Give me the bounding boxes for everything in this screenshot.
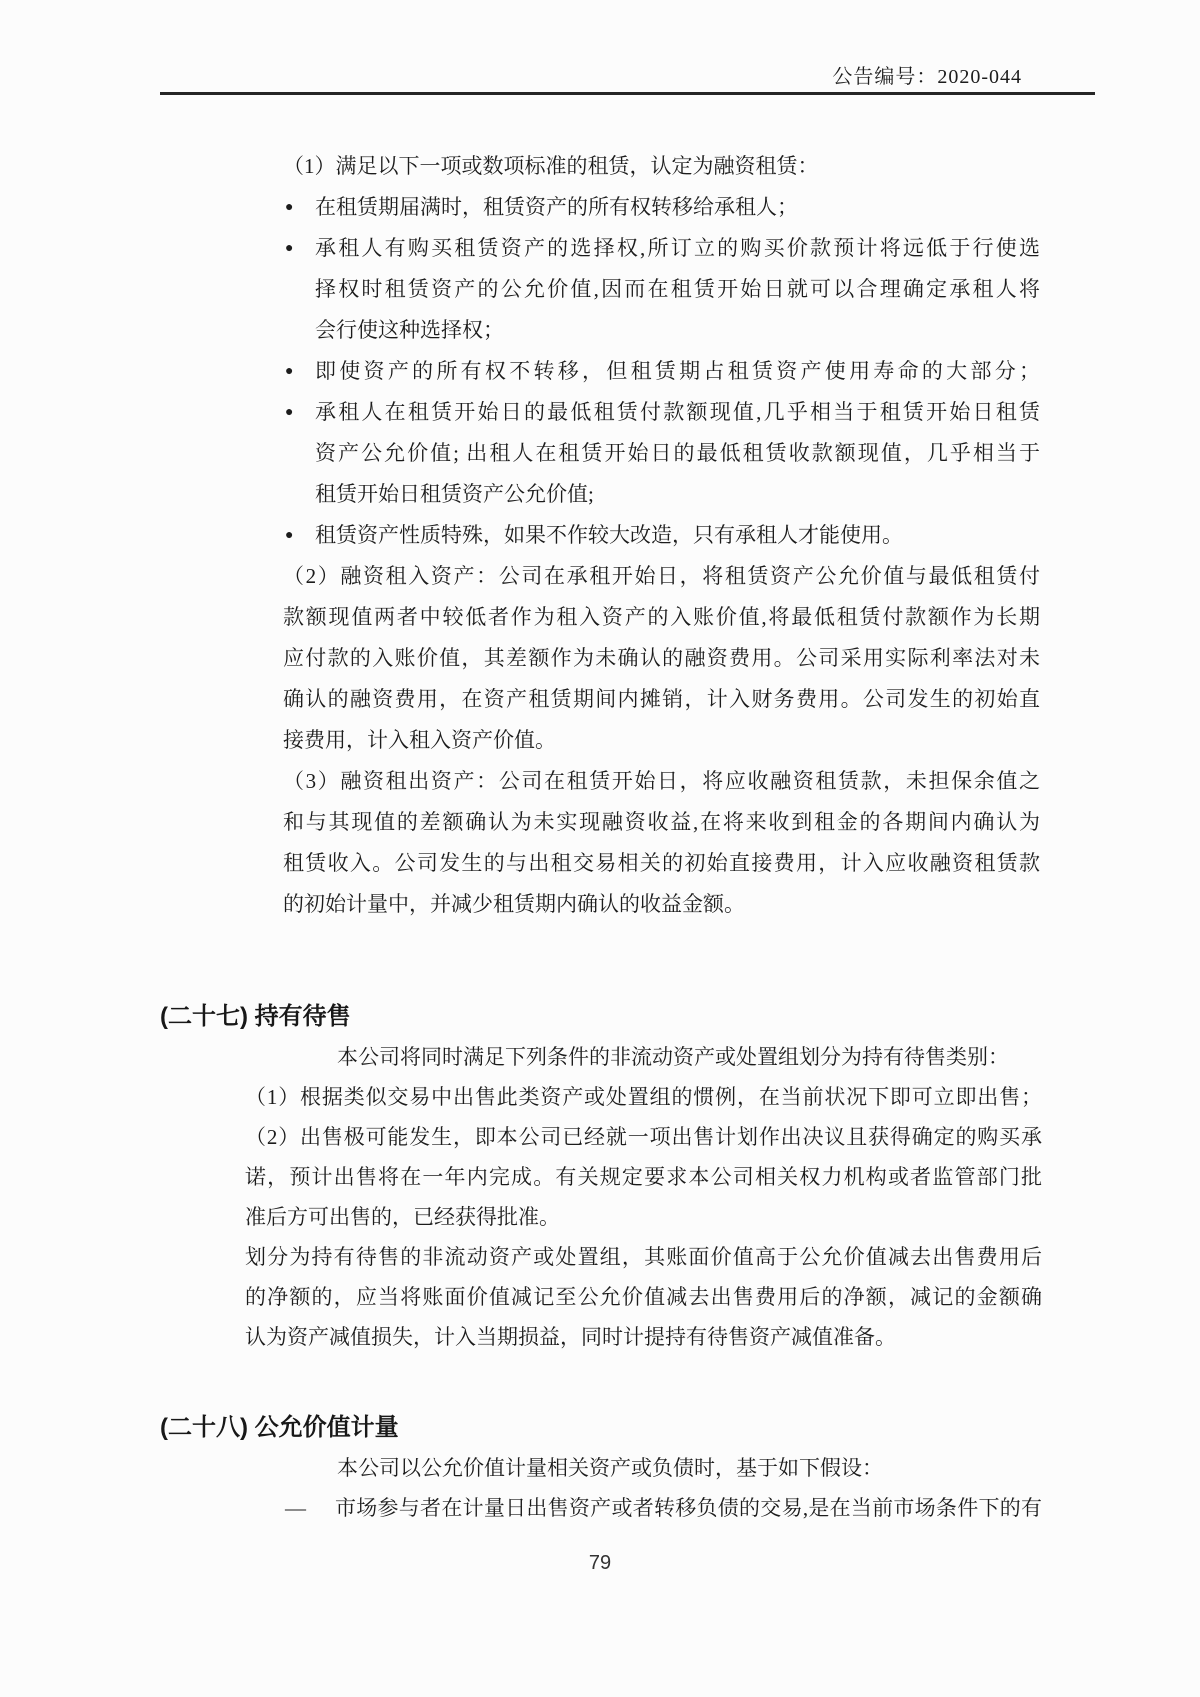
bullet-item — [283, 187, 1040, 228]
held-for-sale-section — [245, 1037, 1042, 1357]
paragraph-line: 认为资产减值损失，计入当期损益，同时计提持有待售资产减值准备。 — [245, 1325, 896, 1349]
paragraph-line: 租赁资产性质特殊，如果不作较大改造，只有承租人才能使用。 — [315, 523, 903, 547]
paragraph-line: 款额现值两者中较低者作为租入资产的入账价值,将最低租赁付款额作为长期 — [283, 605, 1040, 629]
paragraph-line: （2）融资租入资产：公司在承租开始日，将租赁资产公允价值与最低租赁付 — [283, 564, 1040, 588]
paragraph-line: 择权时租赁资产的公允价值,因而在租赁开始日就可以合理确定承租人将 — [315, 277, 1040, 301]
bullet-icon: ● — [285, 200, 294, 215]
announcement-number: 公告编号：2020-044 — [832, 66, 1022, 88]
section-heading-fair-value: (二十八) 公允价值计量 — [160, 1414, 399, 1441]
paragraph-line: 的净额的，应当将账面价值减记至公允价值减去出售费用后的净额，减记的金额确 — [245, 1285, 1042, 1309]
paragraph-line: 租赁收入。公司发生的与出租交易相关的初始直接费用，计入应收融资租赁款 — [283, 851, 1040, 875]
bullet-icon: ● — [285, 405, 294, 420]
fair-value-section — [245, 1448, 1042, 1528]
paragraph-line: （2）出售极可能发生，即本公司已经就一项出售计划作出决议且获得确定的购买承 — [245, 1125, 1042, 1149]
paragraph-line: 和与其现值的差额确认为未实现融资收益,在将来收到租金的各期间内确认为 — [283, 810, 1040, 834]
finance-lease-section — [283, 146, 1040, 925]
header-rule — [160, 92, 1095, 95]
bullet-item — [283, 392, 1040, 515]
bullet-item — [283, 351, 1040, 392]
paragraph-line: （1）根据类似交易中出售此类资产或处置组的惯例，在当前状况下即可立即出售； — [245, 1085, 1042, 1109]
bullet-icon: ● — [285, 528, 294, 543]
paragraph-line: 在租赁期届满时，租赁资产的所有权转移给承租人； — [315, 195, 798, 219]
page-number: 79 — [588, 1552, 612, 1574]
paragraph-line: 接费用，计入租入资产价值。 — [283, 728, 556, 752]
paragraph-line: 的初始计量中，并减少租赁期内确认的收益金额。 — [283, 892, 745, 916]
paragraph-line: 资产公允价值; 出租人在租赁开始日的最低租赁收款额现值，几乎相当于 — [315, 441, 1040, 465]
paragraph-line: 市场参与者在计量日出售资产或者转移负债的交易,是在当前市场条件下的有 — [335, 1496, 1042, 1520]
paragraph-line: 准后方可出售的，已经获得批准。 — [245, 1205, 560, 1229]
dash-list-item — [245, 1488, 1042, 1528]
paragraph-line: 会行使这种选择权； — [315, 318, 504, 342]
paragraph-line: （3）融资租出资产：公司在租赁开始日，将应收融资租赁款，未担保余值之 — [283, 769, 1040, 793]
bullet-item — [283, 228, 1040, 351]
bullet-icon: ● — [285, 241, 294, 256]
paragraph-line: 本公司将同时满足下列条件的非流动资产或处置组划分为持有待售类别： — [337, 1045, 1009, 1069]
section-heading-held-for-sale: (二十七) 持有待售 — [160, 1003, 351, 1030]
paragraph-line: 本公司以公允价值计量相关资产或负债时，基于如下假设： — [337, 1456, 883, 1480]
paragraph-line: （1）满足以下一项或数项标准的租赁，认定为融资租赁： — [283, 154, 819, 178]
bullet-item — [283, 515, 1040, 556]
bullet-icon: ● — [285, 364, 294, 379]
paragraph-line: 确认的融资费用，在资产租赁期间内摊销，计入财务费用。公司发生的初始直 — [283, 687, 1040, 711]
paragraph-line: 租赁开始日租赁资产公允价值; — [315, 482, 594, 506]
paragraph-line: 诺，预计出售将在一年内完成。有关规定要求本公司相关权力机构或者监管部门批 — [245, 1165, 1042, 1189]
paragraph-line: 划分为持有待售的非流动资产或处置组，其账面价值高于公允价值减去出售费用后 — [245, 1245, 1042, 1269]
dash-icon: — — [285, 1496, 306, 1520]
paragraph-line: 承租人在租赁开始日的最低租赁付款额现值,几乎相当于租赁开始日租赁 — [315, 400, 1040, 424]
paragraph-line: 即使资产的所有权不转移，但租赁期占租赁资产使用寿命的大部分； — [315, 359, 1040, 383]
paragraph-line: 应付款的入账价值，其差额作为未确认的融资费用。公司采用实际利率法对未 — [283, 646, 1040, 670]
paragraph-line: 承租人有购买租赁资产的选择权,所订立的购买价款预计将远低于行使选 — [315, 236, 1040, 260]
